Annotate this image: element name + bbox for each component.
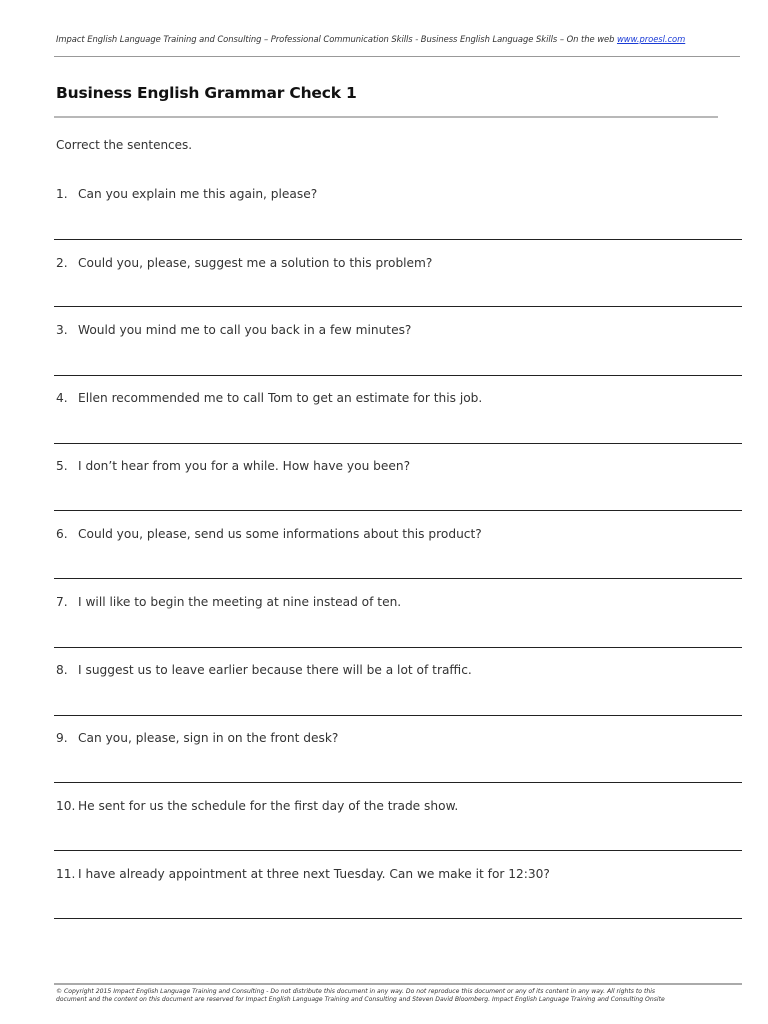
- item-number: 11.: [56, 867, 76, 881]
- instructions: Correct the sentences.: [56, 138, 193, 152]
- answer-line[interactable]: [54, 782, 742, 783]
- answer-line[interactable]: [54, 578, 742, 579]
- footer-line: © Copyright 2015 Impact English Language Training and Consulting - Do not distribute this document in any way. Do not reproduce this document or any of its content in any way. All rights to this: [56, 988, 656, 995]
- exercise-item: [56, 663, 472, 677]
- answer-line[interactable]: [54, 443, 742, 444]
- answer-line[interactable]: [54, 715, 742, 716]
- item-sentence: Can you explain me this again, please?: [78, 187, 318, 201]
- exercise-item: [56, 527, 482, 541]
- exercise-item: [56, 187, 317, 201]
- answer-line[interactable]: [54, 850, 742, 851]
- exercise-item: [56, 391, 482, 405]
- page-title: Business English Grammar Check 1: [56, 84, 357, 102]
- answer-line[interactable]: [54, 647, 742, 648]
- title-divider: [54, 116, 718, 118]
- exercise-item: [56, 323, 411, 337]
- website-link[interactable]: www.proesl.com: [616, 34, 686, 44]
- answer-line[interactable]: [54, 918, 742, 919]
- item-number: 2.: [56, 256, 68, 270]
- item-number: 6.: [56, 527, 68, 541]
- item-number: 1.: [56, 187, 68, 201]
- footer-line: document and the content on this document are reserved for Impact English Language Training and Consulting and Steven David Bloomberg. Impact English Language Training and Consulting Onsite: [56, 996, 665, 1004]
- item-sentence: He sent for us the schedule for the first day of the trade show.: [78, 799, 459, 813]
- answer-line[interactable]: [54, 375, 742, 376]
- item-number: 7.: [56, 595, 68, 609]
- item-number: 8.: [56, 663, 68, 677]
- exercise-item: [56, 867, 550, 881]
- answer-line[interactable]: [54, 306, 742, 307]
- item-sentence: Could you, please, send us some informations about this product?: [78, 527, 482, 541]
- header-divider: [54, 56, 740, 57]
- item-sentence: I have already appointment at three next Tuesday. Can we make it for 12:30?: [78, 867, 550, 881]
- item-sentence: Ellen recommended me to call Tom to get an estimate for this job.: [78, 391, 483, 405]
- copyright-footer: [56, 988, 746, 1005]
- exercise-item: [56, 256, 432, 270]
- item-sentence: Could you, please, suggest me a solution to this problem?: [78, 256, 433, 270]
- exercise-item: [56, 731, 338, 745]
- answer-line[interactable]: [54, 510, 742, 511]
- item-number: 3.: [56, 323, 68, 337]
- item-sentence: Can you, please, sign in on the front desk?: [78, 731, 339, 745]
- item-sentence: I don’t hear from you for a while. How have you been?: [78, 459, 411, 473]
- exercise-item: [56, 459, 410, 473]
- answer-line[interactable]: [54, 239, 742, 240]
- exercise-item: [56, 595, 401, 609]
- item-sentence: Would you mind me to call you back in a few minutes?: [78, 323, 412, 337]
- item-sentence: I will like to begin the meeting at nine instead of ten.: [78, 595, 402, 609]
- exercise-item: [56, 799, 458, 813]
- item-number: 5.: [56, 459, 68, 473]
- item-number: 10.: [56, 799, 76, 813]
- item-number: 4.: [56, 391, 68, 405]
- footer-divider: [54, 983, 742, 985]
- item-sentence: I suggest us to leave earlier because there will be a lot of traffic.: [78, 663, 472, 677]
- header-text: Impact English Language Training and Consulting – Professional Communication Skills - Business English Language Skills – On the web: [56, 34, 617, 44]
- item-number: 9.: [56, 731, 68, 745]
- page-header: [56, 34, 746, 44]
